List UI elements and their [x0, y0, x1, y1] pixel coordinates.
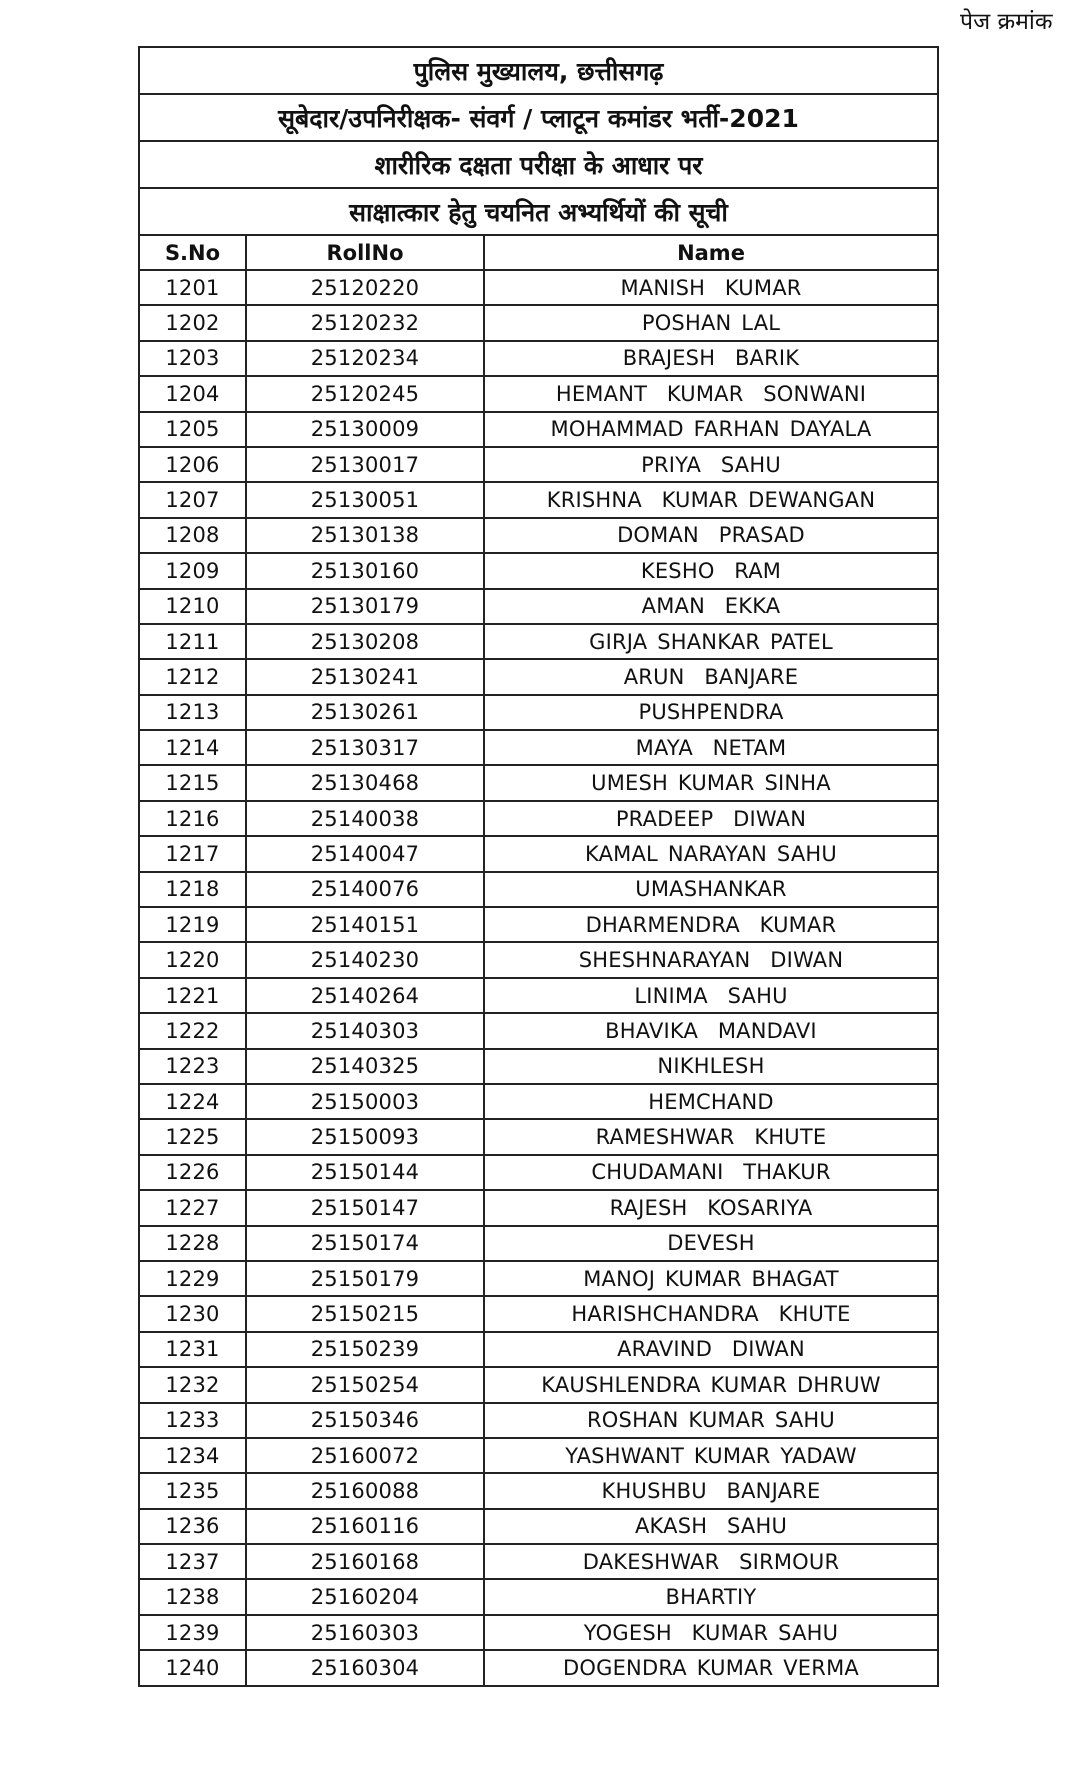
header-line-1: पुलिस मुख्यालय, छत्तीसगढ़	[139, 47, 938, 94]
sno-cell: 1204	[139, 376, 246, 411]
sno-cell: 1226	[139, 1155, 246, 1190]
sno-cell: 1214	[139, 730, 246, 765]
name-cell: NIKHLESH	[484, 1049, 938, 1084]
table-row	[139, 1650, 938, 1685]
rollno-cell: 25140038	[246, 801, 484, 836]
sno-cell: 1224	[139, 1084, 246, 1119]
sno-cell: 1238	[139, 1579, 246, 1614]
sno-cell: 1223	[139, 1049, 246, 1084]
header-line-4: साक्षात्कार हेतु चयनित अभ्यर्थियों की सूची	[139, 188, 938, 235]
sno-cell: 1239	[139, 1615, 246, 1650]
rollno-cell: 25150215	[246, 1296, 484, 1331]
sno-cell: 1225	[139, 1119, 246, 1154]
table-row	[139, 624, 938, 659]
table-row	[139, 1473, 938, 1508]
rollno-cell: 25150147	[246, 1190, 484, 1225]
table-row	[139, 801, 938, 836]
rollno-cell: 25160088	[246, 1473, 484, 1508]
sno-cell: 1213	[139, 695, 246, 730]
table-row	[139, 1615, 938, 1650]
table-row	[139, 305, 938, 340]
rollno-cell: 25140076	[246, 872, 484, 907]
rollno-cell: 25130138	[246, 518, 484, 553]
name-cell: ROSHAN KUMAR SAHU	[484, 1403, 938, 1438]
sno-cell: 1233	[139, 1403, 246, 1438]
rollno-cell: 25130317	[246, 730, 484, 765]
table-row	[139, 341, 938, 376]
rollno-cell: 25130468	[246, 765, 484, 800]
name-cell: SHESHNARAYAN DIWAN	[484, 942, 938, 977]
table-row	[139, 765, 938, 800]
sno-cell: 1232	[139, 1367, 246, 1402]
table-row	[139, 942, 938, 977]
sno-cell: 1201	[139, 270, 246, 305]
name-cell: PRADEEP DIWAN	[484, 801, 938, 836]
table-row	[139, 659, 938, 694]
sno-cell: 1202	[139, 305, 246, 340]
table-row	[139, 1190, 938, 1225]
rollno-cell: 25130208	[246, 624, 484, 659]
name-cell: YASHWANT KUMAR YADAW	[484, 1438, 938, 1473]
name-cell: MANOJ KUMAR BHAGAT	[484, 1261, 938, 1296]
sno-cell: 1218	[139, 872, 246, 907]
name-cell: BHAVIKA MANDAVI	[484, 1013, 938, 1048]
name-cell: DHARMENDRA KUMAR	[484, 907, 938, 942]
sno-cell: 1215	[139, 765, 246, 800]
table-row	[139, 1226, 938, 1261]
table-row	[139, 1119, 938, 1154]
name-cell: UMASHANKAR	[484, 872, 938, 907]
table-row	[139, 1296, 938, 1331]
table-row	[139, 872, 938, 907]
name-cell: BHARTIY	[484, 1579, 938, 1614]
rollno-cell: 25140151	[246, 907, 484, 942]
table-row	[139, 589, 938, 624]
sno-cell: 1237	[139, 1544, 246, 1579]
rollno-cell: 25160204	[246, 1579, 484, 1614]
table-header	[139, 47, 938, 270]
table-row	[139, 978, 938, 1013]
sno-cell: 1227	[139, 1190, 246, 1225]
name-cell: PUSHPENDRA	[484, 695, 938, 730]
table-row	[139, 1509, 938, 1544]
sno-cell: 1222	[139, 1013, 246, 1048]
header-line-2: सूबेदार/उपनिरीक्षक- संवर्ग / प्लाटून कमांडर भर्ती-2021	[139, 94, 938, 141]
rollno-cell: 25140230	[246, 942, 484, 977]
table-row	[139, 1261, 938, 1296]
name-cell: AKASH SAHU	[484, 1509, 938, 1544]
table-row	[139, 518, 938, 553]
rollno-cell: 25130160	[246, 553, 484, 588]
rollno-cell: 25160303	[246, 1615, 484, 1650]
name-cell: MAYA NETAM	[484, 730, 938, 765]
name-cell: MANISH KUMAR	[484, 270, 938, 305]
name-cell: DEVESH	[484, 1226, 938, 1261]
sno-cell: 1216	[139, 801, 246, 836]
table-row	[139, 1049, 938, 1084]
table-row	[139, 447, 938, 482]
table-row	[139, 1155, 938, 1190]
rollno-cell: 25150093	[246, 1119, 484, 1154]
name-cell: YOGESH KUMAR SAHU	[484, 1615, 938, 1650]
rollno-cell: 25140325	[246, 1049, 484, 1084]
table-row	[139, 270, 938, 305]
table-row	[139, 695, 938, 730]
table-row	[139, 836, 938, 871]
name-cell: HEMANT KUMAR SONWANI	[484, 376, 938, 411]
name-cell: KAMAL NARAYAN SAHU	[484, 836, 938, 871]
rollno-cell: 25160168	[246, 1544, 484, 1579]
table-body	[139, 270, 938, 1686]
column-header-rollno: RollNo	[246, 235, 484, 270]
column-header-name: Name	[484, 235, 938, 270]
page-number-label: पेज क्रमांक	[960, 9, 1053, 35]
name-cell: DOGENDRA KUMAR VERMA	[484, 1650, 938, 1685]
rollno-cell: 25130179	[246, 589, 484, 624]
table-row	[139, 907, 938, 942]
rollno-cell: 25150346	[246, 1403, 484, 1438]
table-row	[139, 482, 938, 517]
name-cell: KHUSHBU BANJARE	[484, 1473, 938, 1508]
rollno-cell: 25120245	[246, 376, 484, 411]
name-cell: HARISHCHANDRA KHUTE	[484, 1296, 938, 1331]
sno-cell: 1221	[139, 978, 246, 1013]
name-cell: KRISHNA KUMAR DEWANGAN	[484, 482, 938, 517]
name-cell: HEMCHAND	[484, 1084, 938, 1119]
sno-cell: 1219	[139, 907, 246, 942]
name-cell: AMAN EKKA	[484, 589, 938, 624]
rollno-cell: 25130017	[246, 447, 484, 482]
rollno-cell: 25120220	[246, 270, 484, 305]
table-row	[139, 1438, 938, 1473]
rollno-cell: 25120234	[246, 341, 484, 376]
table-row	[139, 553, 938, 588]
sno-cell: 1203	[139, 341, 246, 376]
name-cell: KAUSHLENDRA KUMAR DHRUW	[484, 1367, 938, 1402]
header-line-3: शारीरिक दक्षता परीक्षा के आधार पर	[139, 141, 938, 188]
sno-cell: 1205	[139, 412, 246, 447]
rollno-cell: 25150254	[246, 1367, 484, 1402]
sno-cell: 1206	[139, 447, 246, 482]
name-cell: CHUDAMANI THAKUR	[484, 1155, 938, 1190]
sno-cell: 1236	[139, 1509, 246, 1544]
name-cell: KESHO RAM	[484, 553, 938, 588]
rollno-cell: 25160304	[246, 1650, 484, 1685]
table-row	[139, 1332, 938, 1367]
sno-cell: 1240	[139, 1650, 246, 1685]
table-row	[139, 1403, 938, 1438]
rollno-cell: 25130241	[246, 659, 484, 694]
rollno-cell: 25120232	[246, 305, 484, 340]
name-cell: POSHAN LAL	[484, 305, 938, 340]
sno-cell: 1208	[139, 518, 246, 553]
sno-cell: 1207	[139, 482, 246, 517]
sno-cell: 1231	[139, 1332, 246, 1367]
table-row	[139, 1367, 938, 1402]
name-cell: UMESH KUMAR SINHA	[484, 765, 938, 800]
table-row	[139, 1013, 938, 1048]
name-cell: MOHAMMAD FARHAN DAYALA	[484, 412, 938, 447]
rollno-cell: 25130051	[246, 482, 484, 517]
sno-cell: 1211	[139, 624, 246, 659]
table-row	[139, 412, 938, 447]
sno-cell: 1229	[139, 1261, 246, 1296]
sno-cell: 1235	[139, 1473, 246, 1508]
name-cell: RAMESHWAR KHUTE	[484, 1119, 938, 1154]
rollno-cell: 25140264	[246, 978, 484, 1013]
rollno-cell: 25160072	[246, 1438, 484, 1473]
table-row	[139, 730, 938, 765]
table-row	[139, 1579, 938, 1614]
name-cell: BRAJESH BARIK	[484, 341, 938, 376]
sno-cell: 1234	[139, 1438, 246, 1473]
rollno-cell: 25160116	[246, 1509, 484, 1544]
sno-cell: 1212	[139, 659, 246, 694]
name-cell: RAJESH KOSARIYA	[484, 1190, 938, 1225]
rollno-cell: 25150179	[246, 1261, 484, 1296]
sno-cell: 1210	[139, 589, 246, 624]
sno-cell: 1228	[139, 1226, 246, 1261]
column-header-sno: S.No	[139, 235, 246, 270]
name-cell: PRIYA SAHU	[484, 447, 938, 482]
rollno-cell: 25150003	[246, 1084, 484, 1119]
sno-cell: 1230	[139, 1296, 246, 1331]
table-row	[139, 376, 938, 411]
sno-cell: 1217	[139, 836, 246, 871]
sno-cell: 1220	[139, 942, 246, 977]
name-cell: DOMAN PRASAD	[484, 518, 938, 553]
name-cell: ARUN BANJARE	[484, 659, 938, 694]
rollno-cell: 25130261	[246, 695, 484, 730]
rollno-cell: 25140047	[246, 836, 484, 871]
table-row	[139, 1544, 938, 1579]
name-cell: LINIMA SAHU	[484, 978, 938, 1013]
rollno-cell: 25150174	[246, 1226, 484, 1261]
selection-list-table	[138, 46, 939, 1687]
table-row	[139, 1084, 938, 1119]
name-cell: DAKESHWAR SIRMOUR	[484, 1544, 938, 1579]
name-cell: GIRJA SHANKAR PATEL	[484, 624, 938, 659]
rollno-cell: 25140303	[246, 1013, 484, 1048]
rollno-cell: 25130009	[246, 412, 484, 447]
name-cell: ARAVIND DIWAN	[484, 1332, 938, 1367]
rollno-cell: 25150144	[246, 1155, 484, 1190]
sno-cell: 1209	[139, 553, 246, 588]
rollno-cell: 25150239	[246, 1332, 484, 1367]
